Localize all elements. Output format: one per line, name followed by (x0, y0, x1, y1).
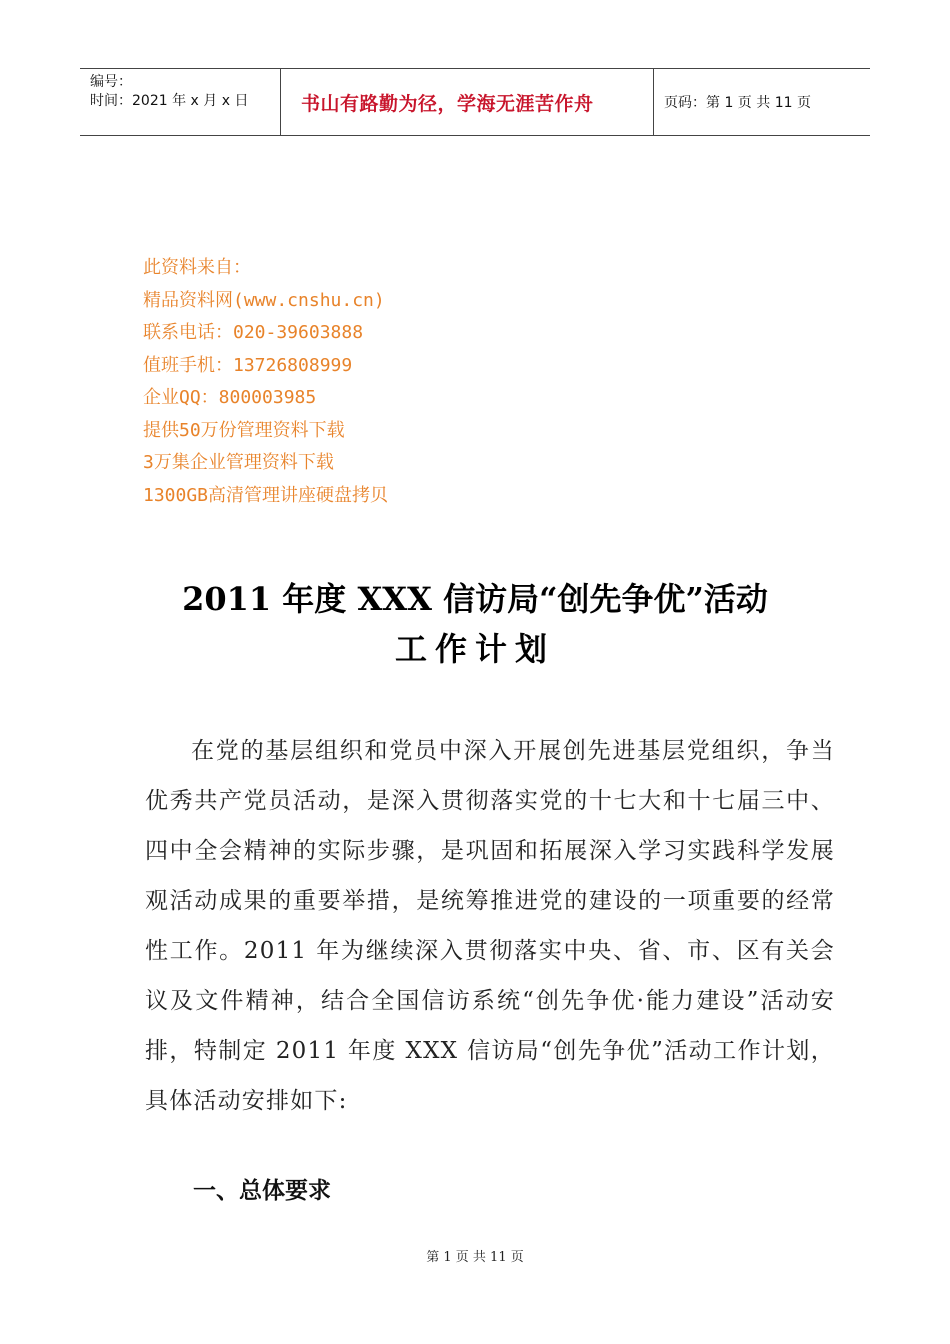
document-title-line1: 2011 年度 XXX 信访局“创先争优”活动 (182, 580, 768, 618)
source-phone: 联系电话：020-39603888 (143, 322, 364, 343)
header-motto: 书山有路勤为径，学海无涯苦作舟 (301, 92, 594, 115)
document-number-label: 编号： (90, 74, 132, 90)
header-meta-cell (80, 69, 281, 135)
intro-paragraph: 在党的基层组织和党员中深入开展创先进基层党组织，争当优秀共产党员活动，是深入贯彻落实党的十七大和十七届三中、四中全会精神的实际步骤，是巩固和拓展深入学习实践科学发展观活动成果的重要举措，是统筹推进党的建设的一项重要的经常性工作。2011 年为继续深入贯彻落实中央、省、市、区有关会议及文件精神，结合全国信访系统“创先争优·能力建设”活动安排，特制定 2011 年度 XXX 信访局“创先争优”活动工作计划，具体活动安排如下: (145, 738, 835, 1114)
source-line: 1300GB高清管理讲座硬盘拷贝 (143, 484, 389, 506)
source-info-block (143, 252, 388, 512)
source-website: 精品资料网(www.cnshu.cn) (143, 289, 385, 311)
source-line: 此资料来自： (143, 257, 251, 278)
header-page-cell (654, 69, 870, 135)
document-date-label: 时间：2021 年 x 月 x 日 (90, 93, 249, 109)
header-table (80, 68, 870, 136)
source-line: 提供50万份管理资料下载 (143, 419, 345, 441)
header-page-info: 页码：第 1 页 共 11 页 (664, 95, 811, 111)
source-mobile: 值班手机：13726808999 (143, 354, 353, 376)
source-qq: 企业QQ：800003985 (143, 387, 317, 408)
source-line: 3万集企业管理资料下载 (143, 452, 334, 473)
page-footer: 第 1 页 共 11 页 (426, 1250, 524, 1265)
document-title-line2: 工作计划 (394, 630, 555, 668)
section-heading: 一、总体要求 (193, 1178, 331, 1204)
header-motto-cell (281, 69, 654, 135)
